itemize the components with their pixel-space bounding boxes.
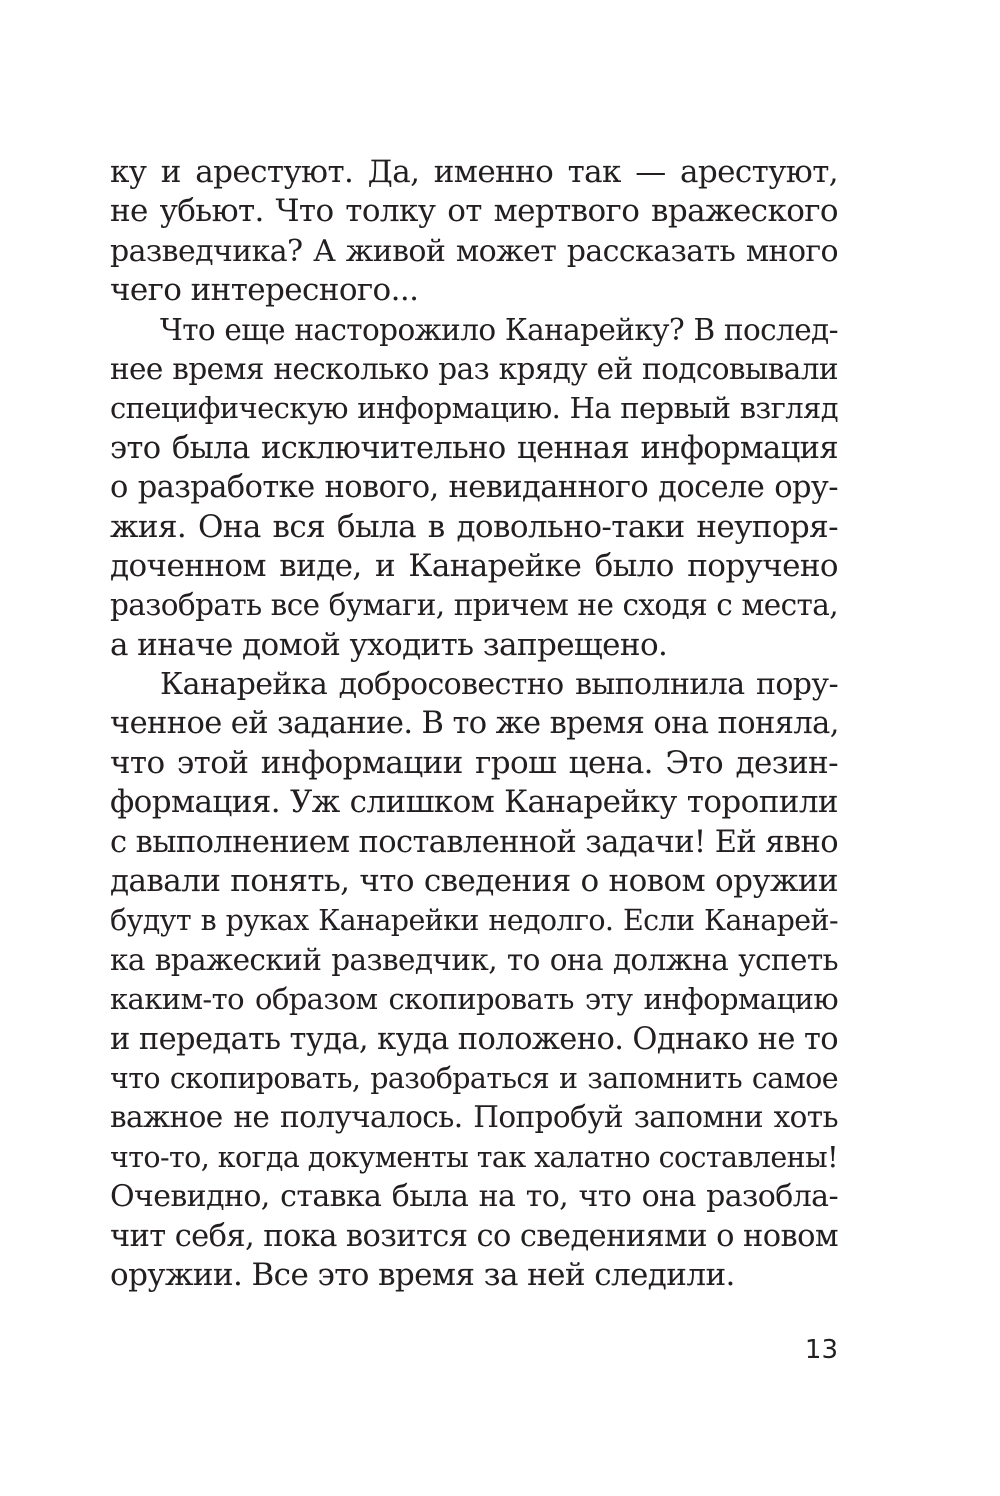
- text-line: а иначе домой уходить запрещено.: [110, 626, 668, 663]
- text-line: жия. Она вся была в довольно-таки неупоря-: [110, 508, 838, 545]
- text-line: с выполнением поставленной задачи! Ей явно: [110, 824, 838, 860]
- text-line: не убьют. Что толку от мертвого вражеского: [110, 193, 838, 230]
- body-text: [110, 153, 838, 1295]
- text-line: будут в руках Канарейки недолго. Если Канарей-: [110, 904, 838, 938]
- text-line: разобрать все бумаги, причем не сходя с места,: [110, 588, 838, 623]
- text-line: Канарейка добросовестно выполнила пору-: [160, 667, 838, 703]
- text-line: что-то, когда документы так халатно составлены!: [110, 1140, 838, 1174]
- text-line: давали понять, что сведения о новом оружии: [110, 863, 838, 900]
- text-line: важное не получалось. Попробуй запомни хоть: [110, 1100, 838, 1135]
- text-line: разведчика? А живой может рассказать много: [110, 233, 838, 269]
- text-line: специфическую информацию. На первый взгляд: [110, 391, 838, 426]
- text-line: ку и арестуют. Да, именно так — арестуют,: [110, 154, 838, 190]
- text-line: доченном виде, и Канарейке было поручено: [110, 547, 838, 584]
- paragraph-3: [110, 665, 838, 1295]
- text-line: что этой информации грош цена. Это дезин-: [110, 744, 838, 781]
- text-line: ка вражеский разведчик, то она должна успеть: [110, 942, 838, 977]
- text-line: о разработке нового, невиданного доселе ору-: [110, 470, 838, 506]
- text-line: Очевидно, ставка была на то, что она разобла-: [110, 1179, 838, 1215]
- text-line: каким-то образом скопировать эту информацию: [110, 982, 838, 1017]
- text-line: чит себя, пока возится со сведениями о новом: [110, 1218, 838, 1254]
- text-line: и передать туда, куда положено. Однако не то: [110, 1021, 838, 1057]
- text-line: чего интересного...: [110, 272, 419, 309]
- text-line: Что еще насторожило Канарейку? В послед-: [160, 312, 838, 347]
- paragraph-1: [110, 153, 838, 311]
- text-line: нее время несколько раз кряду ей подсовывали: [110, 351, 838, 386]
- page-number: 13: [804, 1335, 838, 1365]
- text-line: ченное ей задание. В то же время она поняла,: [110, 706, 839, 742]
- text-line: формация. Уж слишком Канарейку торопили: [110, 784, 838, 821]
- paragraph-2: [110, 311, 838, 666]
- text-line: это была исключительно ценная информация: [110, 430, 838, 466]
- text-line: оружии. Все это время за ней следили.: [110, 1256, 735, 1293]
- text-line: что скопировать, разобраться и запомнить самое: [110, 1061, 838, 1095]
